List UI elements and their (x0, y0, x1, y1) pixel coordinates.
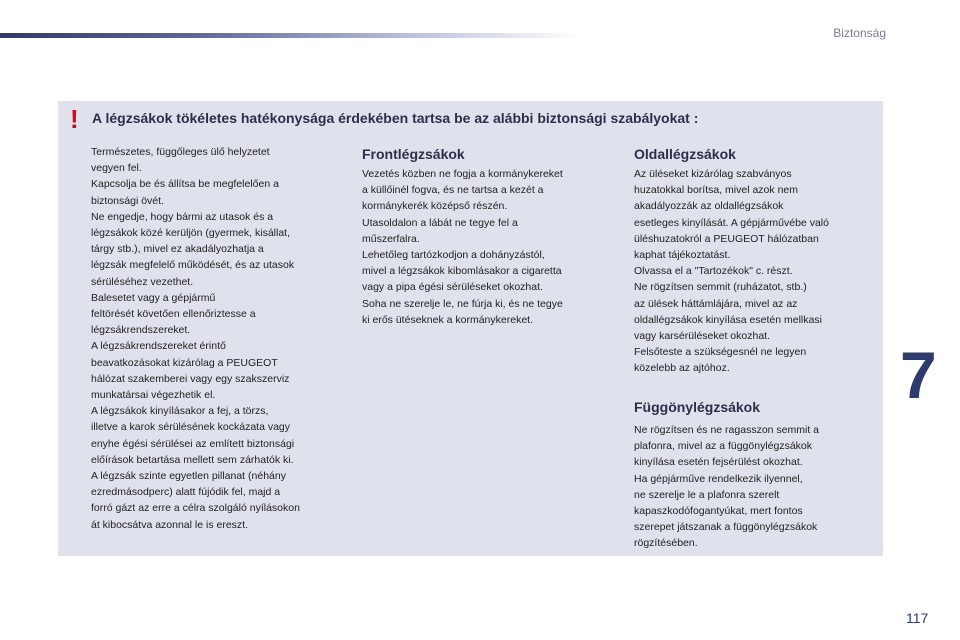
text-line: Soha ne szerelje le, ne fúrja ki, és ne tegye (362, 297, 563, 310)
header-gradient-bar (0, 33, 580, 38)
text-line: Ne engedje, hogy bármi az utasok és a (91, 210, 274, 223)
text-line: vagy a pipa égési sérüléseket okozhat. (362, 281, 543, 294)
text-line: A légzsákok kinyílásakor a fej, a törzs, (91, 405, 269, 418)
side-airbags-heading: Oldallégzsákok (634, 146, 736, 162)
text-line: ne szerelje le a plafonra szerelt (634, 488, 780, 501)
text-line: tárgy stb.), mivel ez akadályozhatja a (91, 243, 264, 256)
text-line: légzsákok közé kerüljön (gyermek, kisállat, (91, 227, 290, 240)
chapter-number: 7 (900, 338, 937, 412)
text-line: plafonra, mivel az a függönylégzsákok (634, 440, 813, 453)
text-line: Felsőteste a szükségesnél ne legyen (634, 346, 807, 359)
text-line: műszerfalra. (362, 232, 420, 245)
text-line: vagy karsérüléseket okozhat. (634, 330, 770, 343)
curtain-airbags-text (634, 422, 864, 552)
text-line: huzatokkal borítsa, mivel azok nem (634, 184, 798, 197)
text-line: Olvassa el a "Tartozékok" c. részt. (634, 265, 793, 278)
front-airbags-text (362, 166, 612, 328)
text-line: enyhe égési sérülései az említett biztonsági (91, 437, 295, 450)
text-line: mivel a légzsákok kibomlásakor a cigaretta (362, 265, 562, 278)
text-line: szerepet játszanak a függönylégzsákok (634, 521, 818, 534)
text-line: munkatársai végezhetik el. (91, 389, 216, 402)
text-line: Természetes, függőleges ülő helyzetet (91, 146, 270, 158)
text-line: rögzítésében. (634, 537, 698, 550)
text-line: közelebb az ajtóhoz. (634, 362, 730, 375)
text-line: Ha gépjárműve rendelkezik ilyennel, (634, 472, 803, 485)
general-rules (91, 144, 346, 533)
text-line: kormánykerék középső részén. (362, 200, 508, 213)
text-line: A légzsák szinte egyetlen pillanat (néhány (91, 470, 286, 483)
text-line: Az üléseket kizárólag szabványos (634, 168, 792, 180)
text-line: Utasoldalon a lábát ne tegye fel a (362, 216, 518, 229)
text-line: az ülések háttámlájára, mivel az az (634, 297, 798, 310)
text-line: légzsák megfelelő működését, és az utasok (91, 259, 295, 272)
text-line: Ne rögzítsen semmit (ruházatot, stb.) (634, 281, 807, 294)
text-line: A légzsákrendszereket érintő (91, 340, 226, 353)
text-line: légzsákrendszereket. (91, 324, 191, 337)
text-line: ki erős ütéseknek a kormánykereket. (362, 313, 533, 326)
text-line: Lehetőleg tartózkodjon a dohányzástól, (362, 249, 545, 262)
text-line: Kapcsolja be és állítsa be megfelelően a (91, 178, 279, 191)
exclamation-icon: ! (70, 104, 79, 134)
text-line: vegyen fel. (91, 162, 142, 175)
side-airbags-text (634, 166, 864, 377)
curtain-airbags-heading: Függönylégzsákok (634, 399, 761, 415)
text-line: át kibocsátva azonnal le is ereszt. (91, 518, 248, 531)
text-line: Ne rögzítsen és ne ragasszon semmit a (634, 424, 820, 436)
text-line: üléshuzatokról a PEUGEOT hálózatban (634, 232, 819, 245)
text-line: ezredmásodperc) alatt fújódik fel, majd a (91, 486, 281, 499)
text-line: kapaszkodófogantyúkat, mert fontos (634, 505, 803, 518)
text-line: forró gázt az erre a célra szolgáló nyílásokon (91, 502, 300, 515)
text-line: a küllőinél fogva, és ne tartsa a kezét a (362, 184, 544, 197)
text-line: hálózat szakemberei vagy egy szakszerviz (91, 372, 290, 385)
text-line: esetleges kinyílását. A gépjárművébe való (634, 216, 829, 229)
text-line: beavatkozásokat kizárólag a PEUGEOT (91, 356, 278, 369)
text-line: akadályozzák az oldallégzsákok (634, 200, 784, 213)
text-line: kinyílása esetén fejsérülést okozhat. (634, 456, 803, 469)
text-line: biztonsági övét. (91, 194, 164, 207)
text-line: sérüléséhez vezethet. (91, 275, 194, 288)
text-line: előírások betartása mellett sem zárhatók ki. (91, 453, 294, 466)
page-number: 117 (906, 610, 929, 626)
text-line: feltörését követően ellenőriztesse a (91, 308, 256, 321)
text-line: Vezetés közben ne fogja a kormánykereket (362, 168, 563, 180)
warning-title: A légzsákok tökéletes hatékonysága érdekében tartsa be az alábbi biztonsági szabályokat : (92, 110, 699, 126)
front-airbags-heading: Frontlégzsákok (362, 146, 465, 162)
text-line: Balesetet vagy a gépjármű (91, 291, 216, 304)
section-label: Biztonság (833, 26, 886, 40)
text-line: kaphat tájékoztatást. (634, 249, 731, 262)
text-line: oldallégzsákok kinyílása esetén mellkasi (634, 313, 822, 326)
text-line: illetve a karok sérülésének kockázata vagy (91, 421, 291, 434)
